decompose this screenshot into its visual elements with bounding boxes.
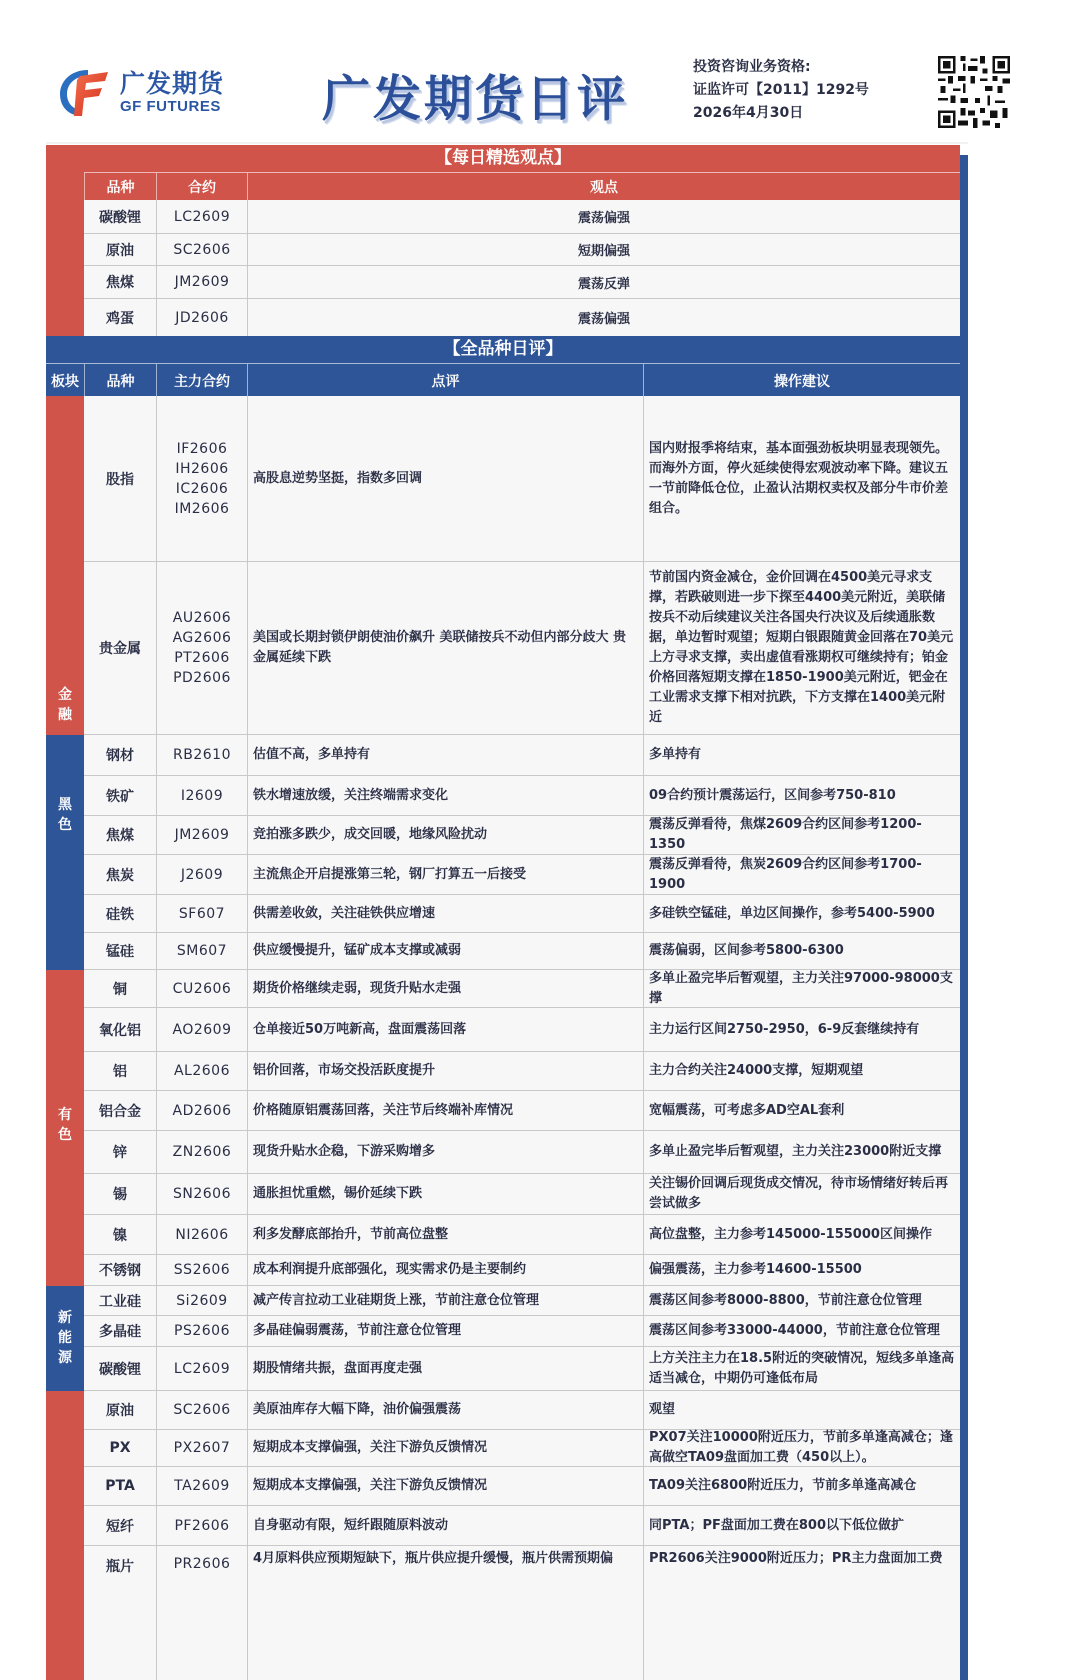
variety-cell: 股指 <box>106 471 134 488</box>
variety-cell: 贵金属 <box>99 641 141 657</box>
sector-finance <box>46 396 84 735</box>
variety-cell: 镍 <box>113 1227 127 1244</box>
selected-row <box>84 299 960 336</box>
comment-text: 美原油库存大幅下降，油价偏强震荡 <box>253 1402 462 1417</box>
variety-cell: 不锈钢 <box>99 1263 141 1279</box>
advice-cell <box>643 855 960 894</box>
variety-cell: 铁矿 <box>106 788 134 805</box>
column-header-variety: 品种 <box>84 173 156 201</box>
contract-code: AU2606 <box>172 610 232 626</box>
sector-new-energy <box>46 1286 84 1391</box>
table-row <box>84 816 960 855</box>
selected-section-header <box>46 145 960 172</box>
comment-cell <box>247 776 643 815</box>
qr-code-icon <box>938 56 1010 128</box>
variety-cell: 瓶片 <box>106 1559 134 1575</box>
comment-cell <box>247 933 643 969</box>
variety-cell: 焦煤 <box>106 828 134 844</box>
comment-text: 美国或长期封锁伊朗使油价飙升 美联储按兵不动但内部分歧大 贵金属延续下跌 <box>253 630 627 665</box>
variety-cell: 碳酸锂 <box>99 1361 141 1378</box>
comment-text: 竞拍涨多跌少，成交回暖，地缘风险扰动 <box>253 827 488 842</box>
advice-cell <box>643 562 960 734</box>
advice-text: 多单止盈完毕后暂观望，主力关注23000附近支撑 <box>649 1144 942 1159</box>
variety-cell: 多晶硅 <box>99 1324 141 1340</box>
contract-cell: JD2606 <box>156 299 247 336</box>
advice-text: 同PTA；PF盘面加工费在800以下低位做扩 <box>649 1517 904 1533</box>
advice-cell <box>643 1347 960 1390</box>
advice-text: 高位盘整，主力参考145000-155000区间操作 <box>649 1226 932 1242</box>
advice-cell <box>643 816 960 854</box>
comment-cell <box>247 1347 643 1390</box>
contract-cell: NI2606 <box>156 1215 247 1254</box>
variety-cell: 鸡蛋 <box>106 310 134 327</box>
comment-cell <box>247 895 643 932</box>
variety-cell: 原油 <box>106 242 134 259</box>
advice-cell <box>643 1316 960 1346</box>
comment-cell <box>247 816 643 854</box>
contract-code: IH2606 <box>175 460 229 477</box>
variety-cell: 焦煤 <box>106 275 134 291</box>
comment-cell <box>247 1091 643 1130</box>
contract-cell: RB2610 <box>156 735 247 775</box>
comment-cell <box>247 1430 643 1466</box>
comment-cell <box>247 1255 643 1285</box>
license-number: 证监许可【2011】1292号 <box>693 82 869 98</box>
advice-text: 观望 <box>649 1402 676 1417</box>
variety-cell: 焦炭 <box>106 867 134 884</box>
sector-energy-chemicals <box>46 1391 84 1680</box>
table-row <box>84 1391 960 1430</box>
comment-cell <box>247 1467 643 1505</box>
comment-text: 仓单接近50万吨新高，盘面震荡回落 <box>253 1021 467 1037</box>
sector-char: 色 <box>58 817 72 833</box>
advice-cell <box>643 1546 960 1680</box>
view-cell: 震荡偏强 <box>247 200 960 233</box>
advice-text: 09合约预计震荡运行，区间参考750-810 <box>649 787 896 803</box>
comment-text: 铁水增速放缓，关注终端需求变化 <box>253 787 449 803</box>
contract-cell: AD2606 <box>156 1091 247 1130</box>
advice-cell <box>643 1255 960 1285</box>
column-header-contract: 合约 <box>156 173 247 201</box>
advice-cell <box>643 1215 960 1254</box>
table-row <box>84 1131 960 1174</box>
advice-text: 震荡反弹看待，焦煤2609合约区间参考1200-1350 <box>649 817 922 852</box>
comment-cell <box>247 1131 643 1173</box>
contract-cell: AL2606 <box>156 1052 247 1090</box>
column-header-comment: 点评 <box>247 364 643 397</box>
variety-cell: 碳酸锂 <box>99 209 141 226</box>
advice-text: 震荡反弹看待，焦炭2609合约区间参考1700-1900 <box>649 856 922 892</box>
sector-char: 色 <box>58 1127 72 1143</box>
advice-cell <box>643 396 960 561</box>
comment-cell <box>247 1174 643 1214</box>
table-row <box>84 1174 960 1215</box>
contract-code: IC2606 <box>175 480 229 497</box>
page-title: 广发期货日评 <box>322 70 629 128</box>
advice-cell <box>643 1052 960 1090</box>
comment-cell <box>247 1215 643 1254</box>
sector-char: 能 <box>58 1330 72 1346</box>
sector-char: 新 <box>58 1310 72 1326</box>
variety-cell: PX <box>109 1440 131 1456</box>
contract-cell: J2609 <box>156 855 247 894</box>
advice-text: 国内财报季将结束，基本面强劲板块明显表现领先。而海外方面，停火延续使得宏观波动率下降。建议五一节前降低仓位，止盈认沽期权卖权及部分牛市价差组合。 <box>649 440 949 516</box>
comment-cell <box>247 1391 643 1429</box>
column-header-advice: 操作建议 <box>643 364 960 397</box>
table-row <box>84 1546 960 1680</box>
comment-cell <box>247 1286 643 1315</box>
comment-text: 4月原料供应预期短缺下，瓶片供应提升缓慢，瓶片供需预期偏 <box>253 1551 614 1566</box>
table-row <box>84 776 960 816</box>
column-header-view: 观点 <box>247 173 960 201</box>
advice-text: 主力运行区间2750-2950，6-9反套继续持有 <box>649 1021 920 1037</box>
variety-cell: 钢材 <box>106 748 134 764</box>
view-cell: 震荡反弹 <box>247 266 960 298</box>
selected-section-gutter <box>46 172 84 336</box>
contract-code: IF2606 <box>176 440 228 457</box>
contract-cell: I2609 <box>156 776 247 815</box>
sector-char: 融 <box>58 707 72 723</box>
table-row <box>84 1286 960 1316</box>
view-cell: 震荡偏强 <box>247 299 960 336</box>
variety-cell: 短纤 <box>106 1518 134 1535</box>
table-row <box>84 1215 960 1255</box>
full-column-header-row <box>46 363 960 396</box>
sector-ferrous <box>46 735 84 970</box>
comment-text: 成本利润提升底部强化，现实需求仍是主要制约 <box>253 1262 527 1277</box>
comment-cell <box>247 1546 643 1680</box>
comment-cell <box>247 396 643 561</box>
comment-text: 期货价格继续走弱，现货升贴水走强 <box>253 980 462 996</box>
qualification-label: 投资咨询业务资格: <box>693 59 811 75</box>
selected-section-title: 【每日精选观点】 <box>435 148 571 168</box>
contract-cell: SC2606 <box>156 234 247 265</box>
advice-cell <box>643 933 960 969</box>
contract-cell: PF2606 <box>156 1506 247 1545</box>
advice-text: 震荡偏弱，区间参考5800-6300 <box>649 943 844 958</box>
table-row <box>84 562 960 735</box>
table-row <box>84 396 960 562</box>
table-row <box>84 1091 960 1131</box>
table-row <box>84 970 960 1008</box>
advice-cell <box>643 1391 960 1429</box>
comment-cell <box>247 1008 643 1051</box>
report-header <box>0 0 1084 145</box>
table-right-edge <box>960 155 968 1680</box>
column-header-variety: 品种 <box>84 364 156 397</box>
selected-column-header-row <box>84 172 960 200</box>
contract-cell: PX2607 <box>156 1430 247 1466</box>
comment-cell <box>247 562 643 734</box>
advice-cell <box>643 776 960 815</box>
advice-text: PR2606关注9000附近压力；PR主力盘面加工费 <box>649 1551 943 1566</box>
sector-char: 源 <box>58 1350 72 1366</box>
table-row <box>84 1430 960 1467</box>
advice-text: 震荡区间参考33000-44000，节前注意仓位管理 <box>649 1323 940 1338</box>
view-cell: 短期偏强 <box>247 234 960 265</box>
contract-cell: PS2606 <box>156 1316 247 1346</box>
comment-text: 利多发酵底部抬升，节前高位盘整 <box>253 1226 449 1242</box>
table-row <box>84 1255 960 1286</box>
contract-cell: ZN2606 <box>156 1131 247 1173</box>
advice-cell <box>643 1174 960 1214</box>
comment-cell <box>247 1506 643 1545</box>
variety-cell: 铝 <box>113 1064 127 1080</box>
table-row <box>84 1347 960 1391</box>
gf-futures-logo <box>58 64 238 120</box>
logo-chinese-text: 广发期货 <box>120 69 225 98</box>
contract-cell: SN2606 <box>156 1174 247 1214</box>
comment-text: 供应缓慢提升，锰矿成本支撑或减弱 <box>253 943 462 958</box>
advice-cell <box>643 970 960 1007</box>
advice-cell <box>643 895 960 932</box>
contract-cell: CU2606 <box>156 970 247 1007</box>
contract-cell: Si2609 <box>156 1286 247 1315</box>
comment-text: 短期成本支撑偏强，关注下游负反馈情况 <box>253 1440 488 1455</box>
advice-text: 关注锡价回调后现货成交情况，待市场情绪好转后再尝试做多 <box>649 1176 949 1211</box>
comment-cell <box>247 855 643 894</box>
report-date: 2026年4月30日 <box>693 105 804 121</box>
header-divider <box>46 142 968 144</box>
variety-cell: 铜 <box>113 981 127 998</box>
comment-cell <box>247 1316 643 1346</box>
contract-cell: SF607 <box>156 895 247 932</box>
comment-text: 价格随原铝震荡回落，关注节后终端补库情况 <box>253 1102 514 1118</box>
advice-cell <box>643 1008 960 1051</box>
advice-text: 震荡区间参考8000-8800，节前注意仓位管理 <box>649 1292 922 1308</box>
sector-nonferrous <box>46 970 84 1286</box>
advice-text: 多单持有 <box>649 747 702 762</box>
column-header-sector: 板块 <box>51 373 79 390</box>
variety-cell: PTA <box>105 1478 135 1494</box>
advice-text: 多硅铁空锰硅，单边区间操作，参考5400-5900 <box>649 905 935 921</box>
comment-text: 高股息逆势坚挺，指数多回调 <box>253 470 423 486</box>
full-section-title: 【全品种日评】 <box>443 339 563 359</box>
logo-english-text: GF FUTURES <box>120 98 221 115</box>
report-meta <box>693 56 869 125</box>
contract-code: PT2606 <box>174 650 230 666</box>
advice-cell <box>643 735 960 775</box>
contract-cell: LC2609 <box>156 200 247 233</box>
table-row <box>84 735 960 776</box>
advice-cell <box>643 1286 960 1315</box>
advice-cell <box>643 1091 960 1130</box>
gf-logo-icon <box>58 66 112 118</box>
contract-cell: TA2609 <box>156 1467 247 1505</box>
contract-cell <box>156 562 247 734</box>
contract-cell: SS2606 <box>156 1255 247 1285</box>
full-section-header <box>46 336 960 363</box>
contract-code: AG2606 <box>172 630 232 646</box>
comment-text: 短期成本支撑偏强，关注下游负反馈情况 <box>253 1478 488 1493</box>
sector-char: 黑 <box>58 797 72 813</box>
variety-cell: 氧化铝 <box>99 1022 141 1039</box>
comment-text: 现货升贴水企稳，下游采购增多 <box>253 1144 436 1159</box>
advice-cell <box>643 1506 960 1545</box>
comment-text: 主流焦企开启提涨第三轮，钢厂打算五一后接受 <box>253 866 527 882</box>
sector-char: 有 <box>58 1107 72 1123</box>
comment-cell <box>247 970 643 1007</box>
contract-cell: AO2609 <box>156 1008 247 1051</box>
contract-cell: LC2609 <box>156 1347 247 1390</box>
table-row <box>84 1467 960 1506</box>
variety-cell: 铝合金 <box>99 1103 141 1120</box>
variety-cell: 锡 <box>113 1187 127 1203</box>
contract-cell: PR2606 <box>156 1546 247 1680</box>
sector-char: 金 <box>58 687 72 703</box>
advice-text: TA09关注6800附近压力，节前多单逢高减仓 <box>649 1478 917 1493</box>
advice-text: 节前国内资金减仓，金价回调在4500美元寻求支撑，若跌破则进一步下探至4400美元附近，美联储按兵不动后续建议关注各国央行决议及后续通胀数据，单边暂时观望；短期白银跟随黄金回落在70美元上方寻求支撑，卖出虚值看涨期权可继续持有；铂金价格回落短期支撑在1850-1900美元附近，钯金在工业需求支撑下相对抗跌，下方支撑在1400美元附近 <box>649 570 954 725</box>
contract-code: PD2606 <box>173 670 231 686</box>
advice-text: PX07关注10000附近压力，节前多单逢高减仓；逢高做空TA09盘面加工费（450以上）。 <box>649 1430 953 1465</box>
table-row <box>84 855 960 895</box>
advice-cell <box>643 1467 960 1505</box>
contract-cell: SC2606 <box>156 1391 247 1429</box>
variety-cell: 工业硅 <box>99 1293 141 1310</box>
contract-cell <box>156 396 247 561</box>
comment-text: 多晶硅偏弱震荡，节前注意仓位管理 <box>253 1323 462 1338</box>
variety-cell: 硅铁 <box>106 906 134 923</box>
advice-text: 主力合约关注24000支撑，短期观望 <box>649 1063 864 1078</box>
table-row <box>84 1506 960 1546</box>
advice-text: 宽幅震荡，可考虑多AD空AL套利 <box>649 1102 845 1118</box>
comment-text: 估值不高，多单持有 <box>253 747 371 762</box>
contract-code: IM2606 <box>174 500 230 517</box>
advice-text: 偏强震荡，主力参考14600-15500 <box>649 1262 862 1277</box>
table-row <box>84 933 960 970</box>
advice-text: 多单止盈完毕后暂观望，主力关注97000-98000支撑 <box>649 970 953 1006</box>
comment-cell <box>247 735 643 775</box>
comment-text: 期股情绪共振，盘面再度走强 <box>253 1360 423 1376</box>
comment-text: 减产传言拉动工业硅期货上涨，节前注意仓位管理 <box>253 1292 540 1308</box>
advice-text: 上方关注主力在18.5附近的突破情况，短线多单逢高适当减仓，中期仍可逢低布局 <box>649 1350 955 1386</box>
comment-cell <box>247 1052 643 1090</box>
table-row <box>84 1008 960 1052</box>
comment-text: 铝价回落，市场交投活跃度提升 <box>253 1063 436 1078</box>
comment-text: 通胀担忧重燃，锡价延续下跌 <box>253 1186 423 1201</box>
contract-cell: SM607 <box>156 933 247 969</box>
advice-cell <box>643 1430 960 1466</box>
comment-text: 供需差收敛，关注硅铁供应增速 <box>253 905 436 921</box>
advice-cell <box>643 1131 960 1173</box>
selected-row <box>84 234 960 266</box>
variety-cell: 原油 <box>106 1403 134 1419</box>
variety-cell: 锌 <box>113 1145 127 1161</box>
table-row <box>84 1316 960 1347</box>
variety-cell: 锰硅 <box>106 944 134 960</box>
selected-row <box>84 200 960 234</box>
contract-cell: JM2609 <box>156 816 247 854</box>
contract-cell: JM2609 <box>156 266 247 298</box>
selected-row <box>84 266 960 299</box>
column-header-main-contract: 主力合约 <box>156 364 247 397</box>
table-row <box>84 895 960 933</box>
table-row <box>84 1052 960 1091</box>
comment-text: 自身驱动有限，短纤跟随原料波动 <box>253 1517 449 1533</box>
